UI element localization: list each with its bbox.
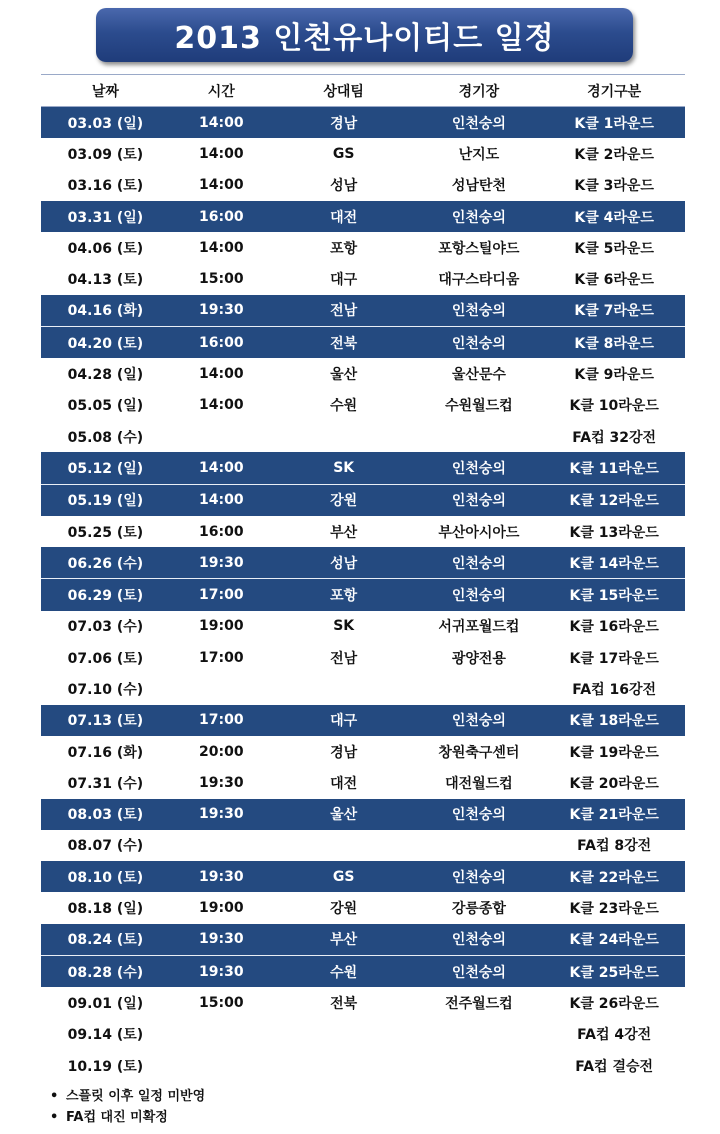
- cell-venue: 인천숭의: [415, 547, 544, 579]
- table-row: [41, 673, 685, 704]
- cell-date: 08.24 (토): [41, 924, 170, 956]
- bullet-icon: •: [50, 1089, 59, 1104]
- cell-time: [170, 1019, 273, 1050]
- bullet-icon: •: [50, 1110, 59, 1125]
- cell-time: 19:30: [170, 924, 273, 956]
- header-date: 날짜: [41, 75, 170, 107]
- cell-time: 15:00: [199, 994, 244, 1011]
- cell-opponent: 경남: [273, 107, 415, 139]
- table-row: [41, 390, 685, 421]
- cell-round: K클 19라운드: [569, 744, 659, 761]
- cell-venue: 광양전용: [451, 650, 506, 667]
- cell-date: 07.03 (수): [67, 619, 144, 636]
- table-row: [41, 484, 685, 516]
- cell-time: 19:30: [170, 295, 273, 327]
- cell-date: 03.09 (토): [67, 146, 144, 163]
- cell-venue: 인천숭의: [415, 861, 544, 892]
- cell-time: 19:00: [199, 900, 244, 917]
- cell-venue: 인천숭의: [415, 924, 544, 956]
- cell-venue: 부산아시아드: [438, 524, 520, 541]
- cell-time: 19:30: [170, 956, 273, 988]
- cell-round: FA컵 4강전: [577, 1027, 652, 1044]
- cell-round: K클 1라운드: [543, 107, 685, 139]
- cell-round: FA컵 32강전: [572, 429, 657, 446]
- cell-opponent: 포항: [330, 240, 358, 257]
- cell-venue: 강릉종합: [451, 901, 506, 918]
- cell-venue: 인천숭의: [415, 452, 544, 484]
- cell-venue: [415, 830, 544, 861]
- cell-date: 05.08 (수): [67, 429, 144, 446]
- cell-round: K클 15라운드: [543, 579, 685, 611]
- cell-date: 08.07 (수): [67, 838, 144, 855]
- cell-date: 04.06 (토): [67, 240, 144, 257]
- cell-round: K클 14라운드: [543, 547, 685, 579]
- cell-time: 17:00: [170, 705, 273, 736]
- cell-date: 10.19 (토): [67, 1058, 144, 1075]
- cell-venue: [415, 1050, 544, 1081]
- cell-date: 04.13 (토): [67, 272, 144, 289]
- cell-date: 07.10 (수): [67, 681, 144, 698]
- cell-venue: 인천숭의: [415, 201, 544, 232]
- cell-date: 06.29 (토): [41, 579, 170, 611]
- footnote-item: [50, 1107, 205, 1128]
- cell-date: 03.03 (일): [41, 107, 170, 139]
- cell-date: 07.31 (수): [67, 775, 144, 792]
- cell-venue: 서귀포월드컵: [438, 619, 520, 636]
- cell-opponent: 전남: [273, 295, 415, 327]
- cell-time: 15:00: [199, 271, 244, 288]
- cell-date: 07.06 (토): [67, 650, 144, 667]
- table-row: [41, 830, 685, 861]
- table-row: [41, 107, 685, 139]
- cell-date: 03.31 (일): [41, 201, 170, 232]
- cell-round: K클 24라운드: [543, 924, 685, 956]
- cell-venue: 인천숭의: [415, 799, 544, 830]
- cell-time: 14:00: [170, 452, 273, 484]
- cell-opponent: SK: [273, 452, 415, 484]
- cell-round: K클 12라운드: [543, 484, 685, 516]
- table-row: [41, 642, 685, 673]
- cell-time: [170, 673, 273, 704]
- cell-date: 05.19 (일): [41, 484, 170, 516]
- cell-time: 16:00: [170, 327, 273, 359]
- page-title: 2013 인천유나이티드 일정: [96, 8, 633, 62]
- table-row: [41, 295, 685, 327]
- table-row: [41, 327, 685, 359]
- cell-venue: 창원축구센터: [438, 744, 520, 761]
- cell-time: [170, 830, 273, 861]
- cell-date: 04.20 (토): [41, 327, 170, 359]
- table-row: [41, 705, 685, 736]
- table-row: [41, 1050, 685, 1081]
- cell-opponent: SK: [333, 618, 355, 635]
- cell-date: 08.10 (토): [41, 861, 170, 892]
- cell-venue: [415, 673, 544, 704]
- cell-round: K클 16라운드: [569, 619, 659, 636]
- cell-opponent: 경남: [330, 744, 358, 761]
- table-row: [41, 892, 685, 923]
- table-row: [41, 232, 685, 263]
- cell-venue: 인천숭의: [415, 956, 544, 988]
- header-round: 경기구분: [543, 75, 685, 107]
- cell-venue: 인천숭의: [415, 295, 544, 327]
- table-row: [41, 516, 685, 547]
- cell-venue: 인천숭의: [415, 579, 544, 611]
- table-row: [41, 263, 685, 294]
- cell-opponent: 전북: [330, 995, 358, 1012]
- cell-round: K클 21라운드: [543, 799, 685, 830]
- footnotes: [50, 1086, 205, 1128]
- cell-venue: 울산문수: [451, 367, 506, 384]
- cell-opponent: [273, 830, 415, 861]
- cell-opponent: 대구: [330, 272, 358, 289]
- cell-round: K클 3라운드: [574, 178, 654, 195]
- cell-opponent: 성남: [273, 547, 415, 579]
- cell-venue: 수원월드컵: [445, 398, 513, 415]
- table-row: [41, 924, 685, 956]
- cell-opponent: 강원: [273, 484, 415, 516]
- cell-round: K클 7라운드: [543, 295, 685, 327]
- cell-opponent: 포항: [273, 579, 415, 611]
- cell-time: 19:30: [170, 547, 273, 579]
- cell-time: [170, 421, 273, 452]
- cell-venue: 인천숭의: [415, 107, 544, 139]
- cell-time: 19:30: [170, 861, 273, 892]
- table-row: [41, 956, 685, 988]
- cell-date: 05.25 (토): [67, 524, 144, 541]
- cell-round: K클 8라운드: [543, 327, 685, 359]
- cell-round: K클 2라운드: [574, 146, 654, 163]
- cell-venue: [415, 421, 544, 452]
- cell-time: 14:00: [199, 239, 244, 256]
- schedule-body: [41, 107, 685, 1082]
- header-opponent: 상대팀: [273, 75, 415, 107]
- table-row: [41, 579, 685, 611]
- cell-time: [170, 1050, 273, 1081]
- cell-round: K클 17라운드: [569, 650, 659, 667]
- footnote-item: [50, 1086, 205, 1107]
- cell-date: 06.26 (수): [41, 547, 170, 579]
- table-row: [41, 861, 685, 892]
- cell-venue: 포항스틸야드: [438, 240, 520, 257]
- table-row: [41, 1019, 685, 1050]
- cell-opponent: [273, 673, 415, 704]
- cell-opponent: 대전: [273, 201, 415, 232]
- cell-date: 07.13 (토): [41, 705, 170, 736]
- cell-venue: 대전월드컵: [445, 775, 513, 792]
- cell-venue: 인천숭의: [415, 705, 544, 736]
- cell-date: 08.28 (수): [41, 956, 170, 988]
- cell-date: 04.16 (화): [41, 295, 170, 327]
- cell-round: FA컵 16강전: [572, 681, 657, 698]
- table-row: [41, 611, 685, 642]
- table-row: [41, 358, 685, 389]
- cell-time: 19:30: [199, 774, 244, 791]
- cell-date: 09.01 (일): [67, 995, 144, 1012]
- table-row: [41, 736, 685, 767]
- table-row: [41, 767, 685, 798]
- cell-round: K클 10라운드: [569, 398, 659, 415]
- table-row: [41, 421, 685, 452]
- cell-opponent: 전북: [273, 327, 415, 359]
- table-row: [41, 987, 685, 1018]
- cell-time: 14:00: [170, 484, 273, 516]
- cell-opponent: 대전: [330, 775, 358, 792]
- cell-date: 04.28 (일): [67, 367, 144, 384]
- cell-opponent: [273, 1050, 415, 1081]
- table-row: [41, 201, 685, 232]
- cell-opponent: 수원: [330, 398, 358, 415]
- table-row: [41, 547, 685, 579]
- cell-round: K클 5라운드: [574, 240, 654, 257]
- cell-time: 17:00: [199, 649, 244, 666]
- cell-opponent: 울산: [330, 367, 358, 384]
- cell-opponent: GS: [332, 145, 355, 162]
- cell-venue: 대구스타디움: [438, 272, 520, 289]
- cell-round: K클 6라운드: [574, 272, 654, 289]
- cell-time: 16:00: [199, 523, 244, 540]
- cell-opponent: GS: [273, 861, 415, 892]
- table-row: [41, 452, 685, 484]
- cell-venue: [415, 1019, 544, 1050]
- table-row: [41, 799, 685, 830]
- cell-time: 19:30: [170, 799, 273, 830]
- header-venue: 경기장: [415, 75, 544, 107]
- footnote-text: FA컵 대진 미확정: [66, 1110, 168, 1125]
- cell-round: K클 4라운드: [543, 201, 685, 232]
- table-row: [41, 138, 685, 169]
- cell-opponent: 수원: [273, 956, 415, 988]
- header-time: 시간: [170, 75, 273, 107]
- cell-time: 16:00: [170, 201, 273, 232]
- cell-date: 03.16 (토): [67, 178, 144, 195]
- cell-venue: 전주월드컵: [445, 995, 513, 1012]
- schedule-table: [41, 74, 685, 1081]
- cell-date: 08.18 (일): [67, 901, 144, 918]
- cell-time: 14:00: [170, 107, 273, 139]
- cell-venue: 인천숭의: [415, 327, 544, 359]
- cell-round: K클 26라운드: [569, 995, 659, 1012]
- cell-round: K클 23라운드: [569, 901, 659, 918]
- footnote-text: 스플릿 이후 일정 미반영: [66, 1089, 206, 1104]
- cell-time: 19:00: [199, 618, 244, 635]
- cell-time: 17:00: [170, 579, 273, 611]
- cell-opponent: 부산: [273, 924, 415, 956]
- cell-round: K클 9라운드: [574, 367, 654, 384]
- cell-round: FA컵 결승전: [575, 1058, 654, 1075]
- cell-round: K클 11라운드: [543, 452, 685, 484]
- cell-venue: 성남탄천: [451, 178, 506, 195]
- cell-date: 05.12 (일): [41, 452, 170, 484]
- cell-time: 14:00: [199, 397, 244, 414]
- cell-venue: 인천숭의: [415, 484, 544, 516]
- cell-time: 20:00: [199, 743, 244, 760]
- cell-time: 14:00: [199, 145, 244, 162]
- cell-opponent: [273, 1019, 415, 1050]
- cell-time: 14:00: [199, 366, 244, 383]
- cell-round: K클 20라운드: [569, 775, 659, 792]
- cell-opponent: 대구: [273, 705, 415, 736]
- cell-opponent: [273, 421, 415, 452]
- cell-round: K클 25라운드: [543, 956, 685, 988]
- cell-date: 08.03 (토): [41, 799, 170, 830]
- cell-round: K클 18라운드: [543, 705, 685, 736]
- cell-venue: 난지도: [458, 146, 500, 163]
- cell-date: 09.14 (토): [67, 1027, 144, 1044]
- cell-round: K클 22라운드: [543, 861, 685, 892]
- cell-opponent: 성남: [330, 178, 358, 195]
- cell-opponent: 부산: [330, 524, 358, 541]
- cell-date: 07.16 (화): [67, 744, 144, 761]
- table-header-row: [41, 75, 685, 107]
- cell-date: 05.05 (일): [67, 398, 144, 415]
- cell-opponent: 울산: [273, 799, 415, 830]
- cell-round: FA컵 8강전: [577, 838, 652, 855]
- cell-opponent: 강원: [330, 901, 358, 918]
- cell-opponent: 전남: [330, 650, 358, 667]
- table-row: [41, 170, 685, 201]
- cell-round: K클 13라운드: [569, 524, 659, 541]
- cell-time: 14:00: [199, 177, 244, 194]
